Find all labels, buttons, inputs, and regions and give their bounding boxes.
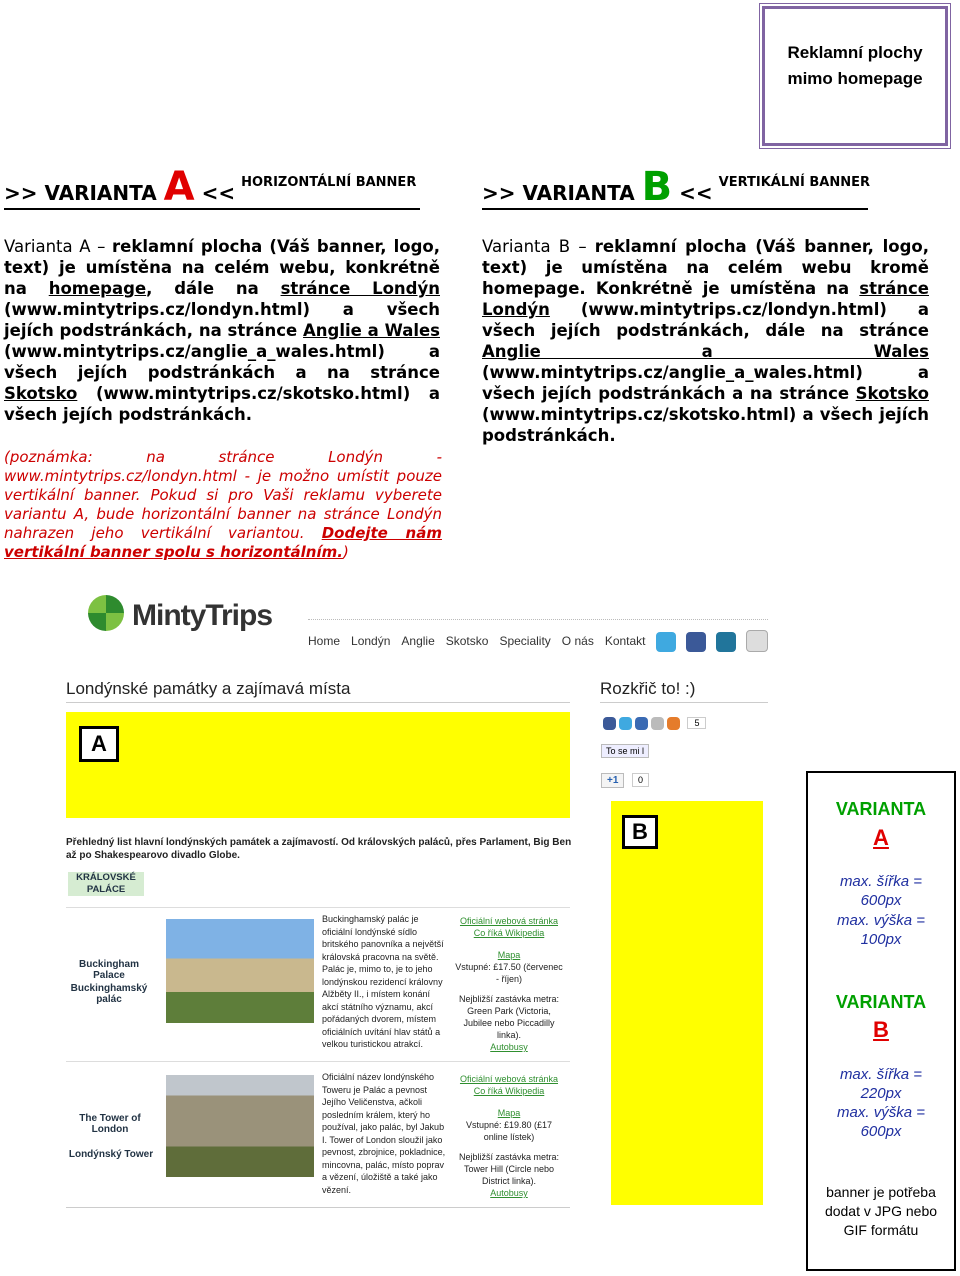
variant-a-suffix: << [194, 181, 236, 205]
nav-kontakt[interactable]: Kontakt [604, 634, 646, 648]
link-anglie-wales[interactable]: Anglie a Wales [303, 321, 440, 340]
tower-photo [166, 1075, 314, 1177]
item2-wiki-link[interactable]: Co říká Wikipedia [473, 1086, 545, 1096]
desc-b-part: – [570, 237, 595, 256]
note-text: (poznámka: na stránce Londýn - www.mintytrips.cz/londyn.html - je možno umístit pouze vertikální banner. Pokud si pro Vaši reklamu vyberete variantu A, bude horizontální banner na stránce Londýn nahrazen jeho vertikální variantou. [4, 448, 442, 542]
share-twitter-icon[interactable] [619, 717, 632, 730]
spec-b-head: VARIANTA [835, 992, 927, 1012]
banner-b-placeholder [611, 801, 763, 1205]
nav-home[interactable]: Home [308, 634, 341, 648]
note-end: ) [342, 543, 349, 561]
desc-a-part: reklamní plocha (Váš banner, logo, text) je umístěna na celém webu, konkrétně na [4, 237, 441, 298]
item1-label2: Buckinghamský palác [70, 983, 148, 1005]
variant-a-note [4, 448, 442, 562]
spec-format: banner je potřeba dodat v JPG nebo GIF formátu [824, 1184, 938, 1238]
page-callout [762, 6, 948, 146]
twitter-icon[interactable] [656, 632, 676, 652]
nav-o-nas[interactable]: O nás [561, 634, 594, 648]
desc-b-part: reklamní plocha (Váš banner, logo, text) je umístěna na celém webu kromě homepage. Konkrétně je umístěna na [482, 237, 929, 298]
nav-londyn[interactable]: Londýn [351, 634, 391, 648]
banner-a-placeholder [66, 712, 570, 818]
spec-a-height: max. výška = 100px [837, 912, 925, 948]
note-emphasis: Dodejte nám vertikální banner spolu s horizontálním. [4, 524, 442, 561]
website-mockup [60, 585, 780, 1225]
item1-text: Buckinghamský palác je oficiální londýnské sídlo britského panovníka a největší královská pracovna na světě. Palác je, mimo to, je to jeho londýnskou rezidencí královny Alžběty II., i místem konání akcí státního významu, akcí pořádaných dvorem, místem oficiálních uvítání hlav států a velkou turistickou atrakcí. [322, 914, 444, 1049]
item2-label1: The Tower of London [79, 1113, 141, 1135]
variant-b-type: VERTIKÁLNÍ BANNER [718, 175, 871, 190]
variant-a-letter: A [163, 164, 195, 210]
desc-b-part: (www.mintytrips.cz/londyn.html) a všech jejích podstránkách, dále na stránce [482, 300, 929, 340]
link-londyn[interactable]: stránce Londýn [280, 279, 440, 298]
desc-a-part: (www.mintytrips.cz/anglie_a_wales.html) a všech jejích podstránkách a na stránce [4, 342, 440, 382]
spec-b-letter: B [873, 1017, 889, 1042]
banner-b-tag: B [622, 815, 658, 849]
nav-speciality[interactable]: Speciality [499, 634, 551, 648]
mintytrips-logo-icon [88, 595, 124, 631]
link-skotsko[interactable]: Skotsko [4, 384, 78, 403]
link-anglie-wales-b[interactable]: Anglie a Wales [482, 342, 929, 361]
wordpress-icon[interactable] [716, 632, 736, 652]
like-button[interactable]: To se mi l [601, 744, 649, 758]
share-delicious-icon[interactable] [635, 717, 648, 730]
share-facebook-icon[interactable] [603, 717, 616, 730]
spec-a-width: max. šířka = 600px [839, 873, 923, 909]
nav-skotsko[interactable]: Skotsko [445, 634, 489, 648]
variant-b-letter: B [641, 164, 673, 210]
desc-a-part: (www.mintytrips.cz/skotsko.html) a všech jejích podstránkách. [4, 384, 440, 424]
item1-price: Vstupné: £17.50 (červenec - říjen) [455, 962, 563, 984]
variant-b-prefix: >> VARIANTA [482, 181, 642, 205]
desc-a-part: Varianta A [4, 237, 91, 256]
desc-a-part: (www.mintytrips.cz/londyn.html) a všech jejích podstránkách, na stránce [4, 300, 440, 340]
item2-price: Vstupné: £19.80 (£17 online lístek) [465, 1120, 553, 1142]
item2-text: Oficiální název londýnského Toweru je Palác a pevnost Jejího Veličenstva, ačkoli posledním králem, který ho používal, jako palác, byl Jakub I. Tower of London sloužil jako pevnost, zbrojnice, pokladnice, mincovna, palác, místo poprav a vězení, úložiště a také jako vězení. [322, 1072, 446, 1195]
site-nav [308, 632, 657, 650]
spec-a-head: VARIANTA [835, 799, 927, 819]
variant-b-description [482, 236, 929, 446]
desc-b-part: (www.mintytrips.cz/anglie_a_wales.html) a všech jejích podstránkách a na stránce [482, 363, 929, 403]
share-count: 5 [687, 717, 706, 729]
item2-stop: Nejbližší zastávka metra: Tower Hill (Circle nebo District linka). [458, 1152, 560, 1186]
variant-a-heading [4, 164, 420, 210]
plus-one-count: 0 [632, 773, 649, 787]
share-email-icon[interactable] [651, 717, 664, 730]
item1-official-link[interactable]: Oficiální webová stránka [459, 916, 559, 926]
plus-one-button[interactable]: +1 [601, 773, 624, 788]
buckingham-photo [166, 919, 314, 1023]
spec-a-letter: A [873, 825, 889, 850]
callout-line1: Reklamní plochy [787, 43, 923, 62]
spec-b-width: max. šířka = 220px [839, 1066, 923, 1102]
item1-stop: Nejbližší zastávka metra: Green Park (Victoria, Jubilee nebo Piccadilly linka). [458, 994, 560, 1040]
variant-b-suffix: << [672, 181, 713, 205]
intro-text: Přehledný list hlavní londýnských památek a zajímavostí. Od královských paláců, přes Parlament, Big Ben až po Shakespearovo divadlo Globe. [66, 837, 572, 861]
variant-a-type: HORIZONTÁLNÍ BANNER [241, 175, 417, 190]
callout-line2: mimo homepage [787, 69, 923, 88]
item1-bus-link[interactable]: Autobusy [490, 1042, 528, 1052]
main-title: Londýnské památky a zajímavá místa [66, 679, 351, 698]
item2-label2: Londýnský Tower [68, 1149, 154, 1160]
desc-a-part: , dále na [146, 279, 281, 298]
desc-a-part: – [90, 237, 113, 256]
share-row [603, 717, 706, 735]
item1-wiki-link[interactable]: Co říká Wikipedia [473, 928, 545, 938]
item1-label1: Buckingham Palace [78, 959, 139, 981]
item2-info [454, 1073, 564, 1199]
link-homepage[interactable]: homepage [48, 279, 147, 298]
item2-bus-link[interactable]: Autobusy [490, 1188, 528, 1198]
link-londyn-b[interactable]: stránce Londýn [482, 279, 929, 319]
variant-b-heading [482, 164, 871, 210]
spec-b-height: max. výška = 600px [837, 1104, 925, 1140]
item2-official-link[interactable]: Oficiální webová stránka [459, 1074, 559, 1084]
banner-a-tag: A [79, 726, 119, 762]
side-title: Rozkřič to! :) [600, 679, 696, 698]
item2-map-link[interactable]: Mapa [497, 1108, 521, 1118]
banner-spec-box [806, 771, 956, 1271]
picasa-icon[interactable] [746, 630, 768, 652]
desc-b-part: (www.mintytrips.cz/skotsko.html) a všech jejích podstránkách. [482, 405, 929, 445]
facebook-icon[interactable] [686, 632, 706, 652]
mintytrips-logo[interactable]: MintyTrips [132, 599, 273, 632]
social-icons [656, 630, 778, 657]
section-label: KRÁLOVSKÉ PALÁCE [68, 872, 144, 896]
item1-map-link[interactable]: Mapa [497, 950, 521, 960]
item1-info [454, 915, 564, 1053]
nav-anglie[interactable]: Anglie [401, 634, 435, 648]
variant-a-prefix: >> VARIANTA [4, 181, 164, 205]
desc-b-part: Varianta B [482, 237, 571, 256]
share-more-icon[interactable] [667, 717, 680, 730]
link-skotsko-b[interactable]: Skotsko [855, 384, 929, 403]
variant-a-description [4, 236, 440, 425]
